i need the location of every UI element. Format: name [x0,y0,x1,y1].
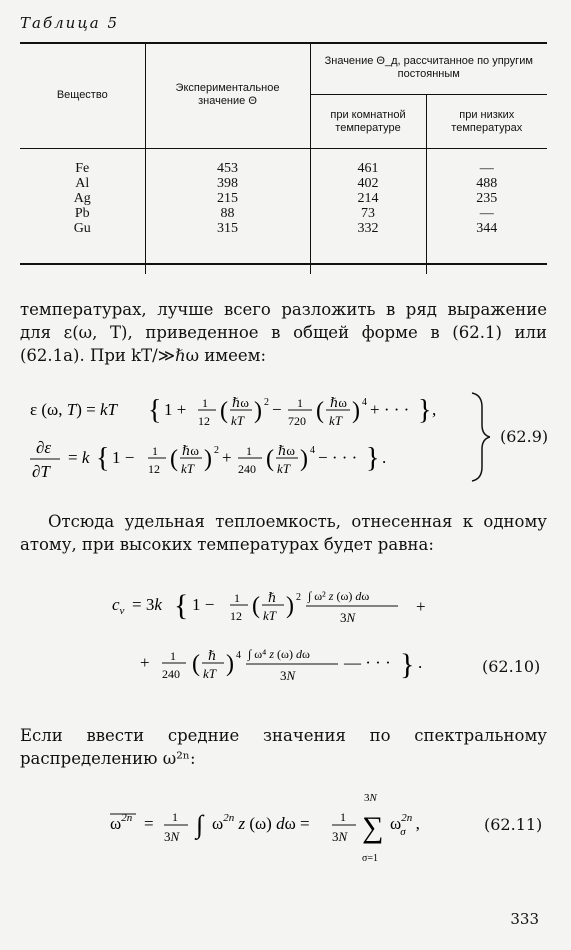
svg-text:=: = [144,814,154,833]
svg-text:{: { [174,589,189,622]
svg-text:− · · ·: − · · · [318,448,358,467]
svg-text:1: 1 [234,591,240,605]
table-cell: 453 [217,161,238,176]
svg-text:(: ( [220,398,228,424]
table-cell: — [479,206,494,221]
svg-text:(: ( [192,651,200,677]
column-room [310,149,426,275]
svg-text:+: + [222,448,232,467]
svg-text:ℏω: ℏω [182,443,199,458]
svg-text:): ) [286,593,294,619]
svg-text:.: . [418,653,423,672]
header-experimental: Экспериментальное значение Θ [145,42,310,149]
svg-text:∂T: ∂T [32,462,50,481]
svg-text:(: ( [170,446,178,472]
table-cell: 214 [357,191,379,206]
column-substance [20,149,145,275]
svg-text:ω2n z (ω) dω =: $\omega^{2n}$ z (ω) dω = [212,812,310,833]
svg-text:3N: 3N [164,829,180,844]
table-bottom-rule [20,263,547,265]
paragraph-2: Отсюда удельная теплоемкость, отнесенная к одному атому, при высоких температурах будет равна: [20,512,547,554]
svg-text:2: 2 [296,592,301,603]
column-experimental [145,149,310,275]
table-cell: 344 [476,221,498,236]
svg-text:}: } [400,648,415,681]
equation-62-9 [20,385,490,485]
svg-text:): ) [204,446,212,472]
svg-text:): ) [352,398,360,424]
svg-text:∫ ω⁴ z (ω) dω: ∫ ω⁴ z (ω) dω [248,647,310,661]
svg-text:3N: 3N [340,610,356,625]
svg-text:ℏω: ℏω [278,443,295,458]
svg-text:1 −: 1 − [112,448,135,467]
page-number: 333 [510,910,539,928]
table-cell: Gu [73,221,91,236]
svg-text:4: 4 [362,397,367,408]
table-cell: 461 [357,161,379,176]
svg-text:1: 1 [297,396,303,410]
table-cell: 398 [217,176,238,191]
svg-text:12: 12 [198,414,210,428]
svg-text:1: 1 [246,444,252,458]
svg-text:1: 1 [340,810,346,824]
svg-text:1 −: 1 − [192,595,215,614]
svg-text:kT: kT [181,461,194,476]
svg-text:1: 1 [202,396,208,410]
svg-text:σ=1: σ=1 [362,853,379,864]
svg-text:): ) [254,398,262,424]
table-cell: Al [75,176,90,191]
equation-number: (62.10) [482,657,541,676]
svg-text:{: { [96,443,110,474]
table-cell: 402 [357,176,379,191]
svg-text:240: 240 [162,667,180,681]
svg-text:4: 4 [310,445,315,456]
svg-text:kT: kT [203,666,216,681]
svg-text:.: . [382,448,387,467]
svg-text:240: 240 [238,462,256,476]
svg-text:kT: kT [231,413,244,428]
svg-text:1 +: 1 + [164,400,187,419]
table-cell: 332 [357,221,379,236]
svg-text:2: 2 [214,445,219,456]
svg-text:∑: ∑ [362,811,384,844]
header-low: при низких температурах [426,95,547,149]
equation-62-10 [100,582,460,697]
svg-text:kT: kT [263,608,276,623]
paragraph-1: температурах, лучше всего разложить в ряд выражение для ε(ω, T), приведенное в общей форме в (62.1) или (62.1a). При kT/≫ℏω имеем: [20,300,547,365]
svg-text:+ · · ·: + · · · [370,400,410,419]
table-cell: 235 [476,191,498,206]
svg-text:}: } [366,443,380,474]
svg-text:cv: $c_v$ [112,595,125,617]
equation-number: (62.9) [500,427,549,446]
data-table [20,42,547,274]
svg-text:ℏω: ℏω [232,395,249,410]
svg-text:(: ( [266,446,274,472]
svg-text:): ) [300,446,308,472]
svg-text:∂ε: ∂ε [36,438,52,457]
table-cell: 315 [217,221,238,236]
table-cell: 73 [361,206,375,221]
svg-text:,: , [432,400,437,419]
svg-text:12: 12 [230,609,242,623]
table-cell: Fe [75,161,90,176]
svg-text:ℏ: ℏ [208,648,217,663]
svg-text:ℏ: ℏ [268,590,277,605]
table-cell: Ag [73,191,91,206]
svg-text:1: 1 [152,444,158,458]
paragraph-3: Если ввести средние значения по спектральному распределению ω²ⁿ: [20,726,547,768]
svg-text:∫ ω² z (ω) dω: ∫ ω² z (ω) dω [308,589,370,603]
header-room: при комнатной температуре [310,95,426,149]
svg-text:∫: ∫ [196,810,204,839]
svg-text:12: 12 [148,462,160,476]
svg-text:3N: 3N [364,792,377,804]
svg-text:4: 4 [236,650,241,661]
svg-text:— · · ·: — · · · [344,653,391,672]
svg-text:720: 720 [288,414,306,428]
table-caption: Таблица 5 [20,14,120,32]
svg-text:(: ( [316,398,324,424]
svg-text:(: ( [252,593,260,619]
table-cell: 215 [217,191,238,206]
svg-text:kT: kT [277,461,290,476]
svg-text:= 3k: = 3k [132,595,162,614]
svg-text:ω2n: $\omega^{2n}$ [110,812,133,833]
column-low [426,149,547,275]
header-computed: Значение Θ_д, рассчитанное по упругим постоянным [310,42,547,95]
svg-text:+: + [140,653,150,672]
equation-62-11 [100,785,460,875]
table-cell: — [479,161,494,176]
table-cell: 88 [220,206,235,221]
equation-number: (62.11) [484,815,543,834]
svg-text:ℏω: ℏω [330,395,347,410]
svg-text:−: − [272,400,282,419]
svg-text:3N: 3N [280,668,296,683]
svg-text:+: + [416,597,426,616]
table-cell: 488 [476,176,498,191]
svg-text:kT: kT [329,413,342,428]
svg-text:{: { [148,395,162,426]
table-cell: Pb [74,206,90,221]
svg-text:1: 1 [172,810,178,824]
svg-text:= k: = k [68,448,90,467]
svg-text:3N: 3N [332,829,348,844]
svg-text:2: 2 [264,397,269,408]
svg-text:}: } [418,395,432,426]
header-substance: Вещество [56,88,108,101]
svg-text:): ) [226,651,234,677]
svg-text:1: 1 [170,649,176,663]
svg-text:ε (ω, T) = kT: ε (ω, T) = kT [30,400,117,419]
svg-text:ω2nσ,: $\omega^{2n}$ σ , [390,812,420,838]
